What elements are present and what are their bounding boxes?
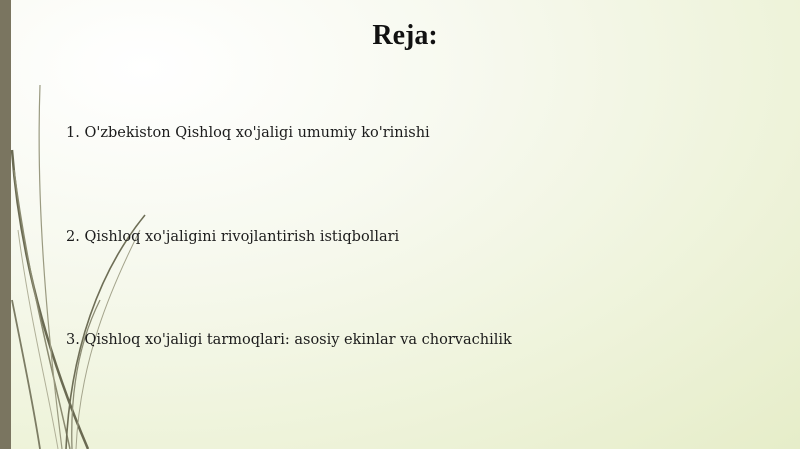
plan-item-1: 1. O'zbekiston Qishloq xo'jaligi umumiy ko'rinishi [66, 125, 430, 141]
slide-title: Reja: [372, 20, 438, 51]
plan-item-2: 2. Qishloq xo'jaligini rivojlantirish istiqbollari [66, 229, 400, 245]
grass-decoration-icon [0, 0, 200, 449]
plan-item-3: 3. Qishloq xo'jaligi tarmoqlari: asosiy ekinlar va chorvachilik [66, 332, 512, 348]
